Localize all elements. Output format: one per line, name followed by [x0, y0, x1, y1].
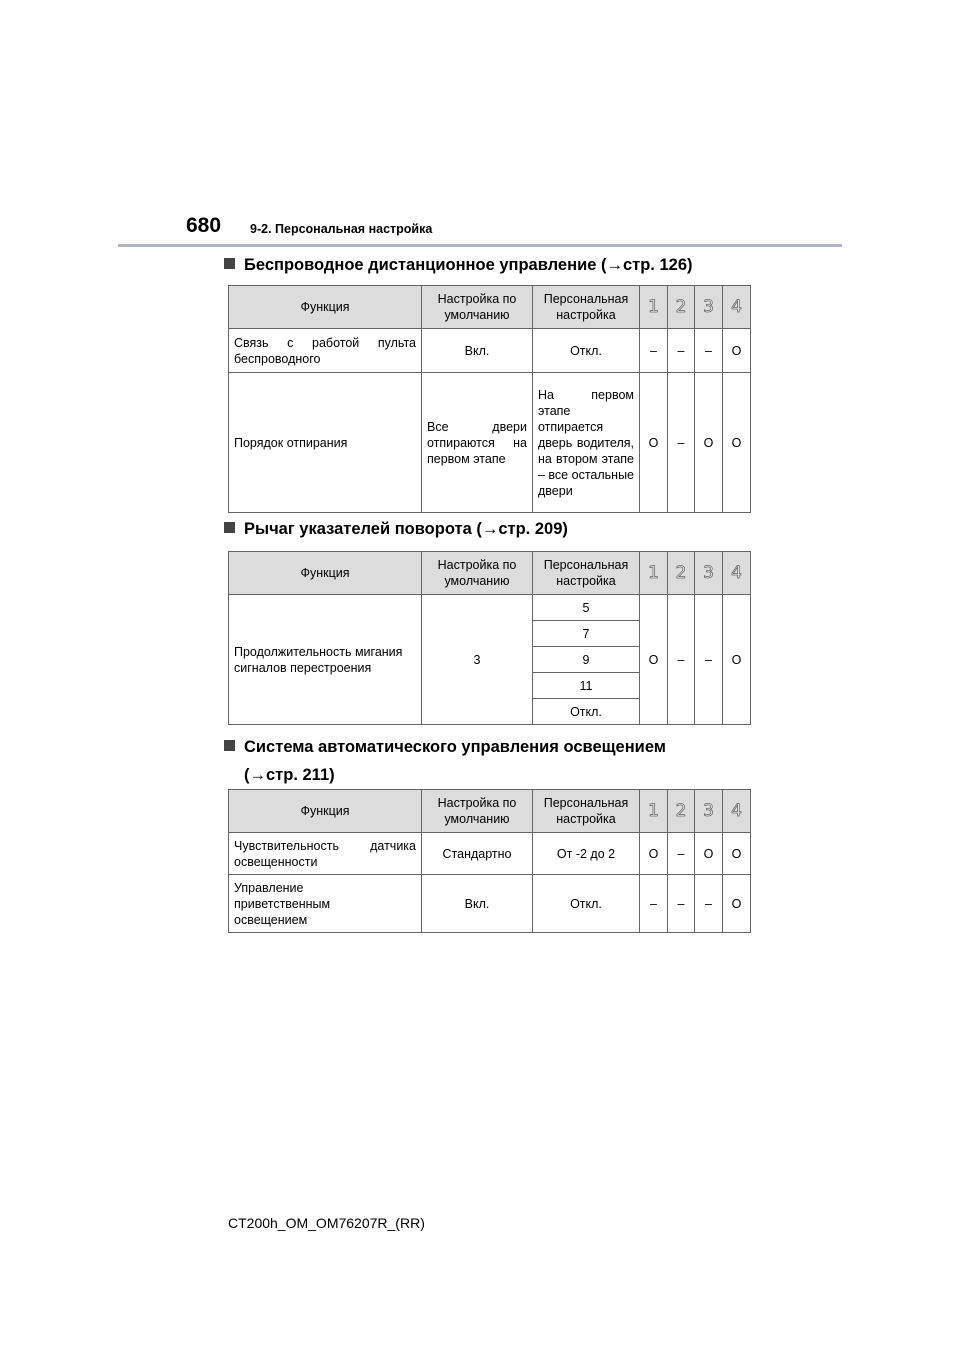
number-4-icon: 4: [731, 296, 742, 317]
header-rule: [118, 244, 842, 247]
option-cell: 5: [533, 595, 640, 621]
row-function: Порядок отпирания: [229, 373, 422, 513]
row-c4: O: [723, 595, 751, 725]
header-function: Функция: [229, 286, 422, 329]
row-custom: От -2 до 2: [533, 833, 640, 875]
table-row: [229, 373, 751, 513]
row-c2: –: [668, 875, 695, 933]
header-custom: Персональная настройка: [533, 552, 640, 595]
header-default: Настройка по умолчанию: [422, 552, 533, 595]
row-c1: –: [640, 329, 668, 373]
lighting-heading-line1: Система автоматического управления освещением: [244, 738, 666, 756]
number-2-icon: 2: [675, 800, 687, 821]
footer-code: CT200h_OM_OM76207R_(RR): [228, 1215, 425, 1231]
table-header-row: [229, 790, 751, 833]
wireless-table: [228, 285, 751, 513]
table-row: [229, 833, 751, 875]
lighting-heading: [224, 736, 666, 786]
turn-signal-table: [228, 551, 751, 725]
header-custom: Персональная настройка: [533, 790, 640, 833]
square-bullet-icon: [224, 740, 235, 751]
lighting-heading-line2: (→стр. 211): [244, 766, 335, 784]
row-function: Управление приветственным освещением: [229, 875, 422, 933]
option-cell: 9: [533, 647, 640, 673]
table-row: [229, 329, 751, 373]
row-function: Чувствительность датчика освещенности: [229, 833, 422, 875]
table-row: [229, 595, 751, 621]
turn-signal-heading-text: Рычаг указателей поворота (→стр. 209): [244, 520, 568, 538]
row-c1: O: [640, 595, 668, 725]
row-c3: –: [695, 329, 723, 373]
row-c1: –: [640, 875, 668, 933]
header-function: Функция: [229, 552, 422, 595]
row-c2: –: [668, 833, 695, 875]
row-c3: O: [695, 833, 723, 875]
row-c4: O: [723, 875, 751, 933]
wireless-heading: [224, 254, 693, 276]
header-default: Настройка по умолчанию: [422, 286, 533, 329]
page-number: 680: [186, 214, 222, 237]
row-custom: Откл.: [533, 875, 640, 933]
option-cell: Откл.: [533, 699, 640, 725]
lighting-table: [228, 789, 751, 933]
section-title: 9-2. Персональная настройка: [250, 222, 433, 236]
row-custom: На первом этапе отпирается дверь водителя, на втором этапе – все остальные двери: [533, 373, 640, 513]
number-2-icon: 2: [675, 296, 687, 317]
table-header-row: [229, 286, 751, 329]
header-default: Настройка по умолчанию: [422, 790, 533, 833]
row-custom: Откл.: [533, 329, 640, 373]
row-c3: O: [695, 373, 723, 513]
option-cell: 7: [533, 621, 640, 647]
square-bullet-icon: [224, 258, 235, 269]
row-c1: O: [640, 373, 668, 513]
row-c2: –: [668, 329, 695, 373]
number-3-icon: 3: [703, 800, 714, 821]
row-default: Вкл.: [422, 329, 533, 373]
header-function: Функция: [229, 790, 422, 833]
row-c3: –: [695, 875, 723, 933]
number-4-icon: 4: [731, 562, 742, 583]
number-2-icon: 2: [675, 562, 687, 583]
table-row: [229, 875, 751, 933]
table-header-row: [229, 552, 751, 595]
row-default: 3: [422, 595, 533, 725]
row-c3: –: [695, 595, 723, 725]
row-c4: O: [723, 833, 751, 875]
square-bullet-icon: [224, 522, 235, 533]
turn-signal-heading: [224, 518, 568, 540]
wireless-heading-text: Беспроводное дистанционное управление (→стр. 126): [244, 256, 693, 274]
row-default: Стандартно: [422, 833, 533, 875]
row-c2: –: [668, 595, 695, 725]
number-1-icon: 1: [648, 296, 659, 317]
number-1-icon: 1: [648, 562, 659, 583]
number-1-icon: 1: [648, 800, 659, 821]
row-c4: O: [723, 373, 751, 513]
number-4-icon: 4: [731, 800, 742, 821]
row-function: Продолжительность мигания сигналов перестроения: [229, 595, 422, 725]
row-c2: –: [668, 373, 695, 513]
row-function: Связь с работой пульта беспроводного: [229, 329, 422, 373]
option-cell: 11: [533, 673, 640, 699]
row-c1: O: [640, 833, 668, 875]
number-3-icon: 3: [703, 296, 714, 317]
row-default: Все двери отпираются на первом этапе: [422, 373, 533, 513]
number-3-icon: 3: [703, 562, 714, 583]
header-custom: Персональная настройка: [533, 286, 640, 329]
row-default: Вкл.: [422, 875, 533, 933]
row-c4: O: [723, 329, 751, 373]
